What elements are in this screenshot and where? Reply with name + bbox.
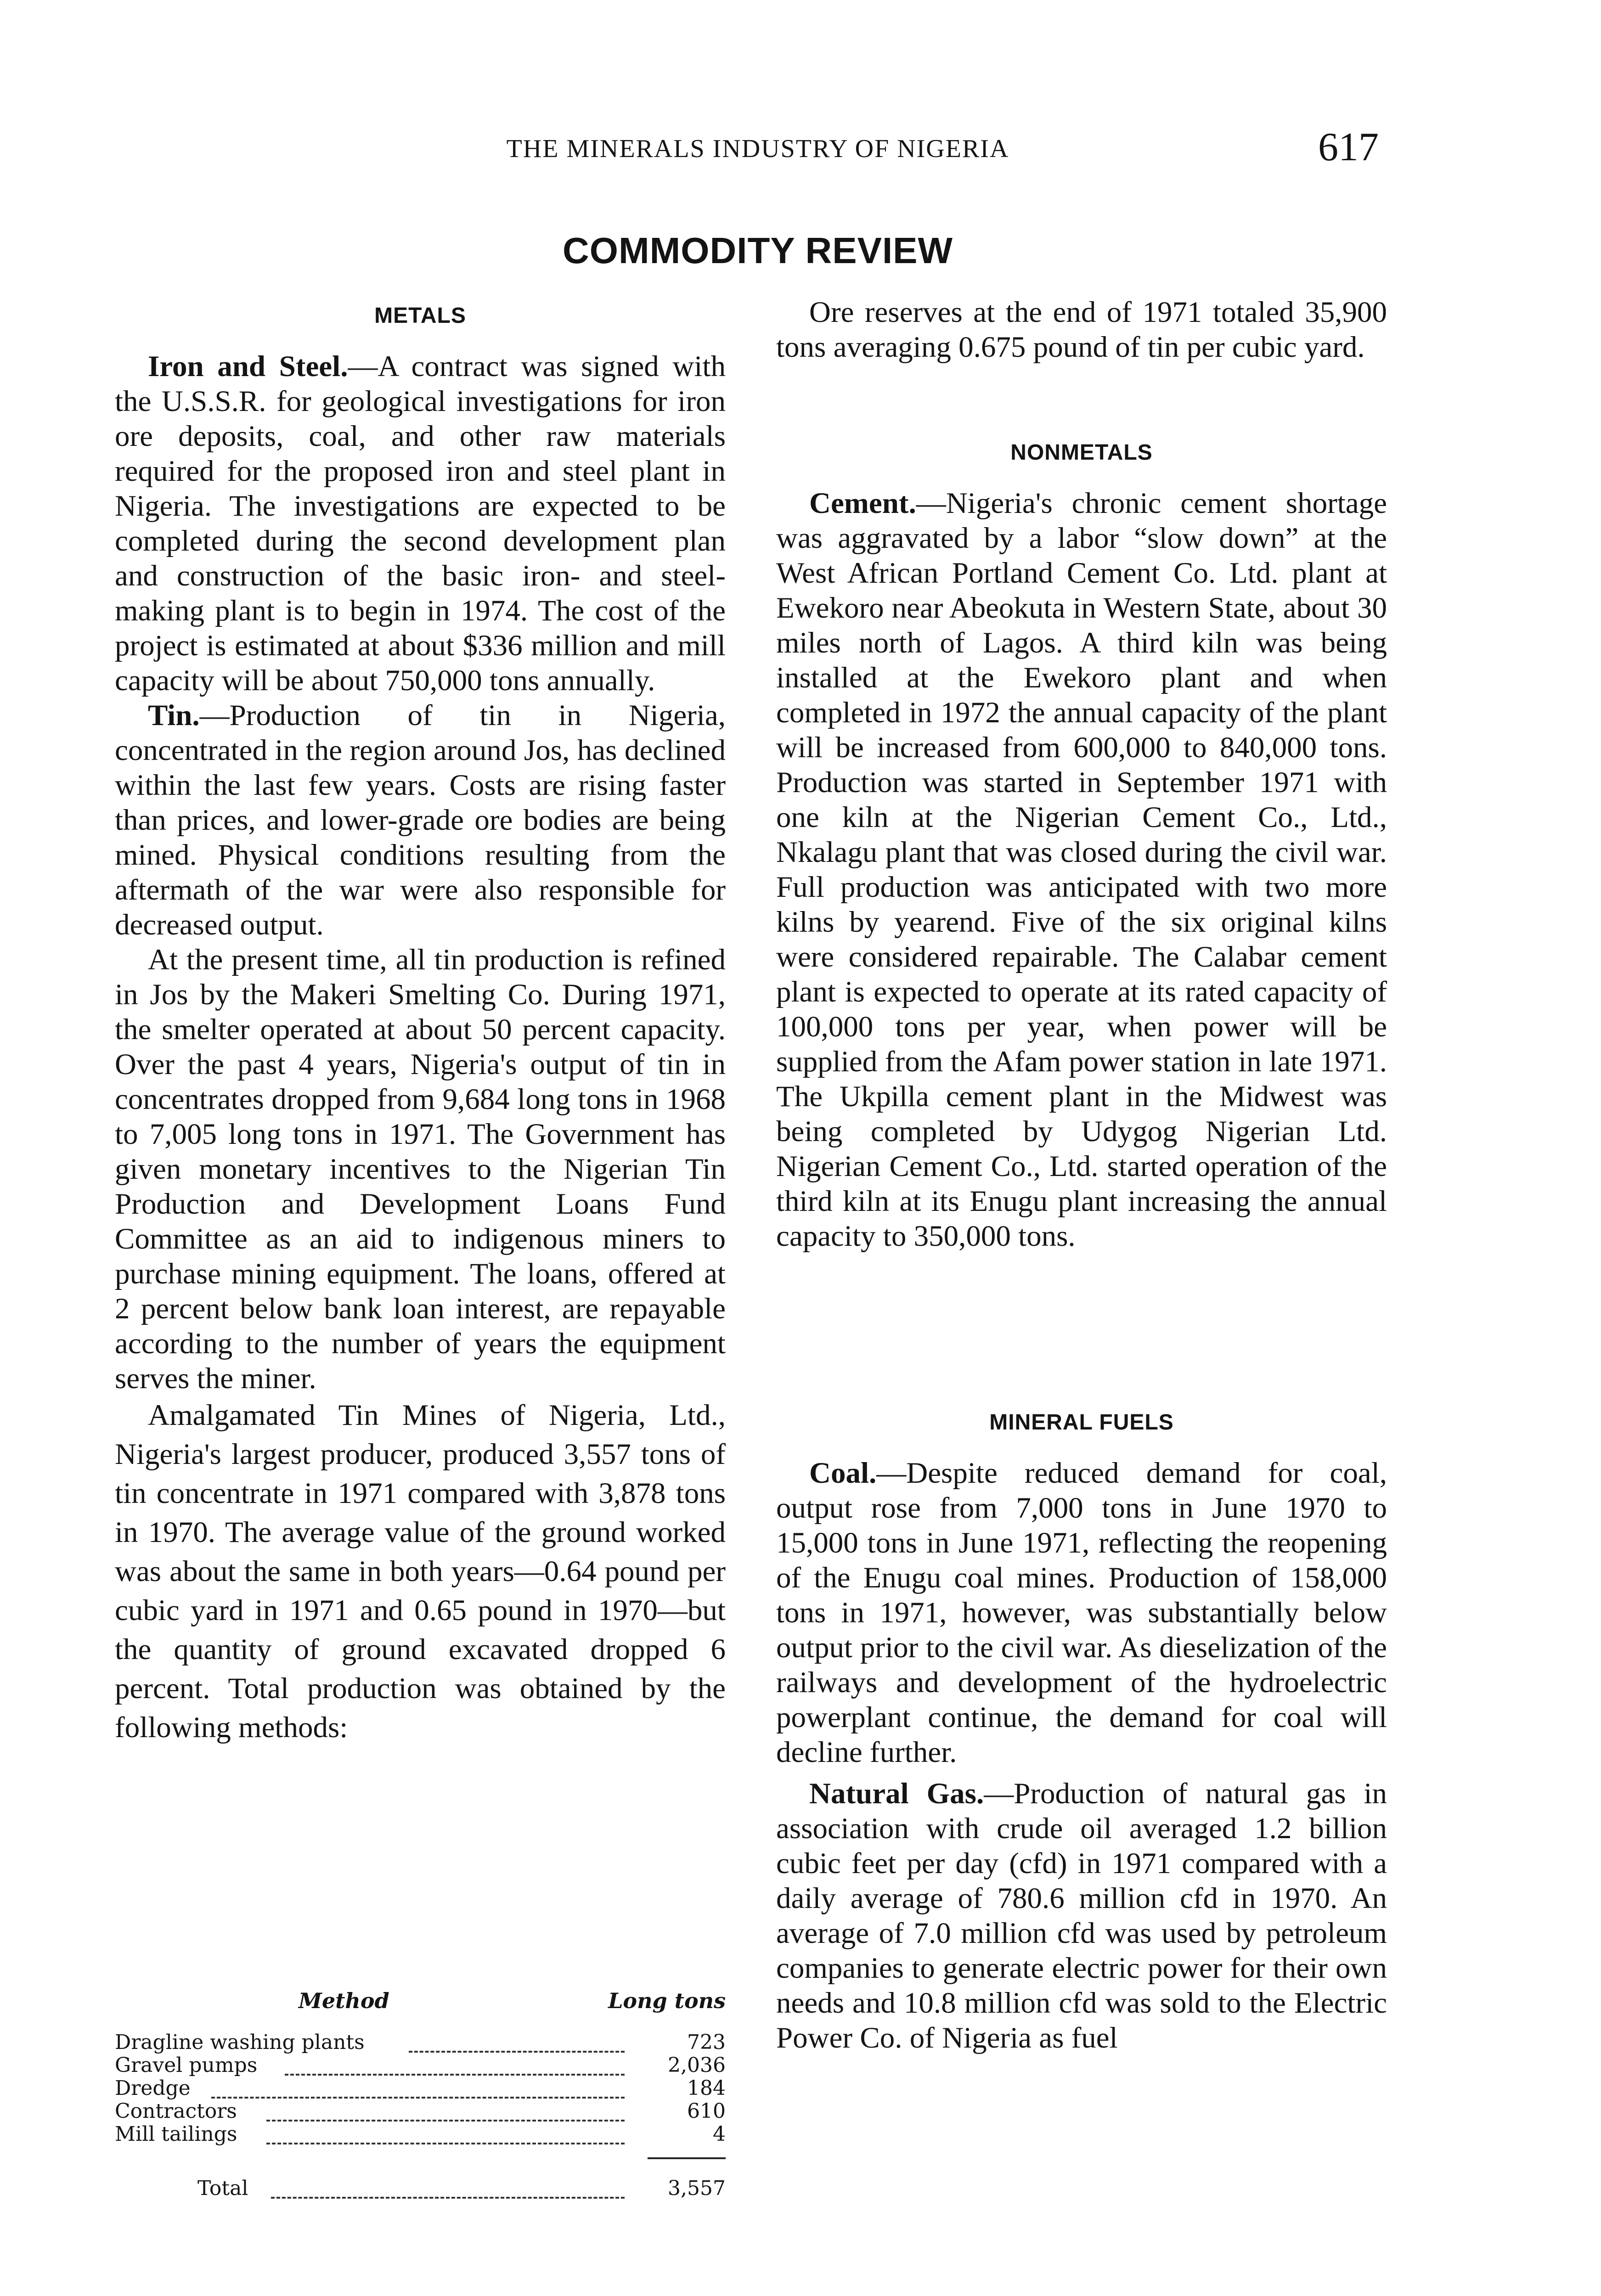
cement-text: —Nigeria's chronic cement shortage was aggravated by a labor “slow down” at the West African Portland Cement Co. Ltd. plant at Ewekoro near Abeokuta in Western State, about 30 miles north of Lagos. A third kiln was being installed at the Ewekoro plant and when completed in 1972 the annual capacity of the plant will be increased from 600,000 to 840,000 tons. Production was started in September 1971 with one kiln at the Nigerian Cement Co., Ltd., Nkalagu plant that was closed during the civil war. Full production was anticipated with two more kilns by yearend. Five of the six original kilns were considered repairable. The Calabar cement plant is expected to operate at its rated capacity of 100,000 tons per year, when power will be supplied from the Afam power station in late 1971. The Ukpilla cement plant in the Midwest was being completed by Udygog Nigerian Ltd. Nigerian Cement Co., Ltd. started operation of the third kiln at its Enugu plant increasing the annual capacity to 350,000 tons. — [776, 487, 1387, 1253]
table-cell-tons: 4 — [713, 2122, 726, 2146]
right-column — [776, 295, 1387, 365]
natural-gas-paragraph — [776, 1776, 1387, 2055]
table-cell-method: Mill tailings — [115, 2122, 237, 2146]
section-heading-metals: METALS — [374, 304, 466, 328]
table-cell-method: Gravel pumps — [115, 2054, 258, 2077]
table-cell-method: Dredge — [115, 2077, 191, 2100]
tin-paragraph — [115, 698, 726, 942]
table-total-label: Total — [197, 2177, 248, 2200]
table-cell-method: Dragline washing plants — [115, 2031, 365, 2054]
section-heading-mineral-fuels: MINERAL FUELS — [989, 1410, 1174, 1435]
table-header-method: Method — [299, 1988, 389, 2013]
table-row — [115, 2054, 726, 2077]
table-cell-tons: 184 — [687, 2077, 726, 2100]
amalgamated-tin-paragraph: Amalgamated Tin Mines of Nigeria, Ltd., Nigeria's largest producer, produced 3,557 tons of tin concentrate in 1971 compared with 3,878 tons in 1970. The average value of the ground worked was about the same in both years—0.64 pound per cubic yard in 1971 and 0.65 pound in 1970—but the quantity of ground excavated dropped 6 percent. Total production was obtained by the following methods: — [115, 1399, 726, 1744]
table-row — [115, 2031, 726, 2054]
ore-reserves-paragraph: Ore reserves at the end of 1971 totaled 35,900 tons averaging 0.675 pound of tin per cubic yard. — [776, 296, 1387, 364]
natural-gas-text: —Production of natural gas in association with crude oil averaged 1.2 billion cubic feet per day (cfd) in 1971 compared with a daily average of 780.6 million cfd in 1970. An average of 7.0 million cfd was used by petroleum companies to generate electric power for their own needs and 10.8 million cfd was sold to the Electric Power Co. of Nigeria as fuel — [776, 1777, 1387, 2054]
page-number: 617 — [1318, 125, 1379, 169]
running-title: THE MINERALS INDUSTRY OF NIGERIA — [506, 135, 1009, 163]
table-row — [115, 2099, 726, 2122]
section-heading-nonmetals: NONMETALS — [1010, 440, 1153, 465]
coal-paragraph — [776, 1456, 1387, 1770]
table-cell-tons: 2,036 — [668, 2054, 726, 2077]
left-column — [115, 349, 726, 1747]
tin-text: —Production of tin in Nigeria, concentrated in the region around Jos, has declined within the last few years. Costs are rising faster than prices, and lower-grade ore bodies are being mined. Physical conditions resulting from the aftermath of the war were also responsible for decreased output. — [115, 699, 726, 941]
production-methods-table — [115, 1988, 726, 2218]
table-header-long-tons: Long tons — [608, 1988, 726, 2013]
table-total-value: 3,557 — [668, 2177, 726, 2200]
table-total-rule — [648, 2157, 726, 2159]
cement-block — [776, 486, 1387, 1254]
natural-gas-lead: Natural Gas. — [809, 1777, 984, 1810]
table-total-row — [115, 2177, 726, 2200]
iron-steel-lead: Iron and Steel. — [148, 350, 348, 383]
coal-lead: Coal. — [809, 1457, 877, 1490]
cement-paragraph — [776, 486, 1387, 1254]
page-title: COMMODITY REVIEW — [562, 230, 953, 271]
table-row — [115, 2122, 726, 2145]
table-row — [115, 2077, 726, 2099]
cement-lead: Cement. — [809, 487, 916, 520]
tin-lead: Tin. — [148, 699, 200, 732]
iron-steel-paragraph — [115, 349, 726, 698]
table-cell-tons: 610 — [687, 2099, 726, 2123]
iron-steel-text: —A contract was signed with the U.S.S.R. for geological investigations for iron ore deposits, coal, and other raw materials required for the proposed iron and steel plant in Nigeria. The investigations are expected to be completed during the second development plan and construction of the basic iron- and steel-making plant is to begin in 1974. The cost of the project is estimated at about $336 million and mill capacity will be about 750,000 tons annually. — [115, 350, 726, 697]
table-cell-method: Contractors — [115, 2099, 237, 2123]
coal-text: —Despite reduced demand for coal, output rose from 7,000 tons in June 1970 to 15,000 tons in June 1971, reflecting the reopening of the Enugu coal mines. Production of 158,000 tons in 1971, however, was substantially below output prior to the civil war. As dieselization of the railways and development of the hydroelectric powerplant continue, the demand for coal will decline further. — [776, 1457, 1387, 1769]
table-cell-tons: 723 — [687, 2031, 726, 2054]
tin-refining-paragraph: At the present time, all tin production is refined in Jos by the Makeri Smelting Co. During 1971, the smelter operated at about 50 percent capacity. Over the past 4 years, Nigeria's output of tin in concentrates dropped from 9,684 long tons in 1968 to 7,005 long tons in 1971. The Government has given monetary incentives to the Nigerian Tin Production and Development Loans Fund Committee as an aid to indigenous miners to purchase mining equipment. The loans, offered at 2 percent below bank loan interest, are repayable according to the number of years the equipment serves the miner. — [115, 943, 726, 1395]
fuels-block — [776, 1456, 1387, 2055]
